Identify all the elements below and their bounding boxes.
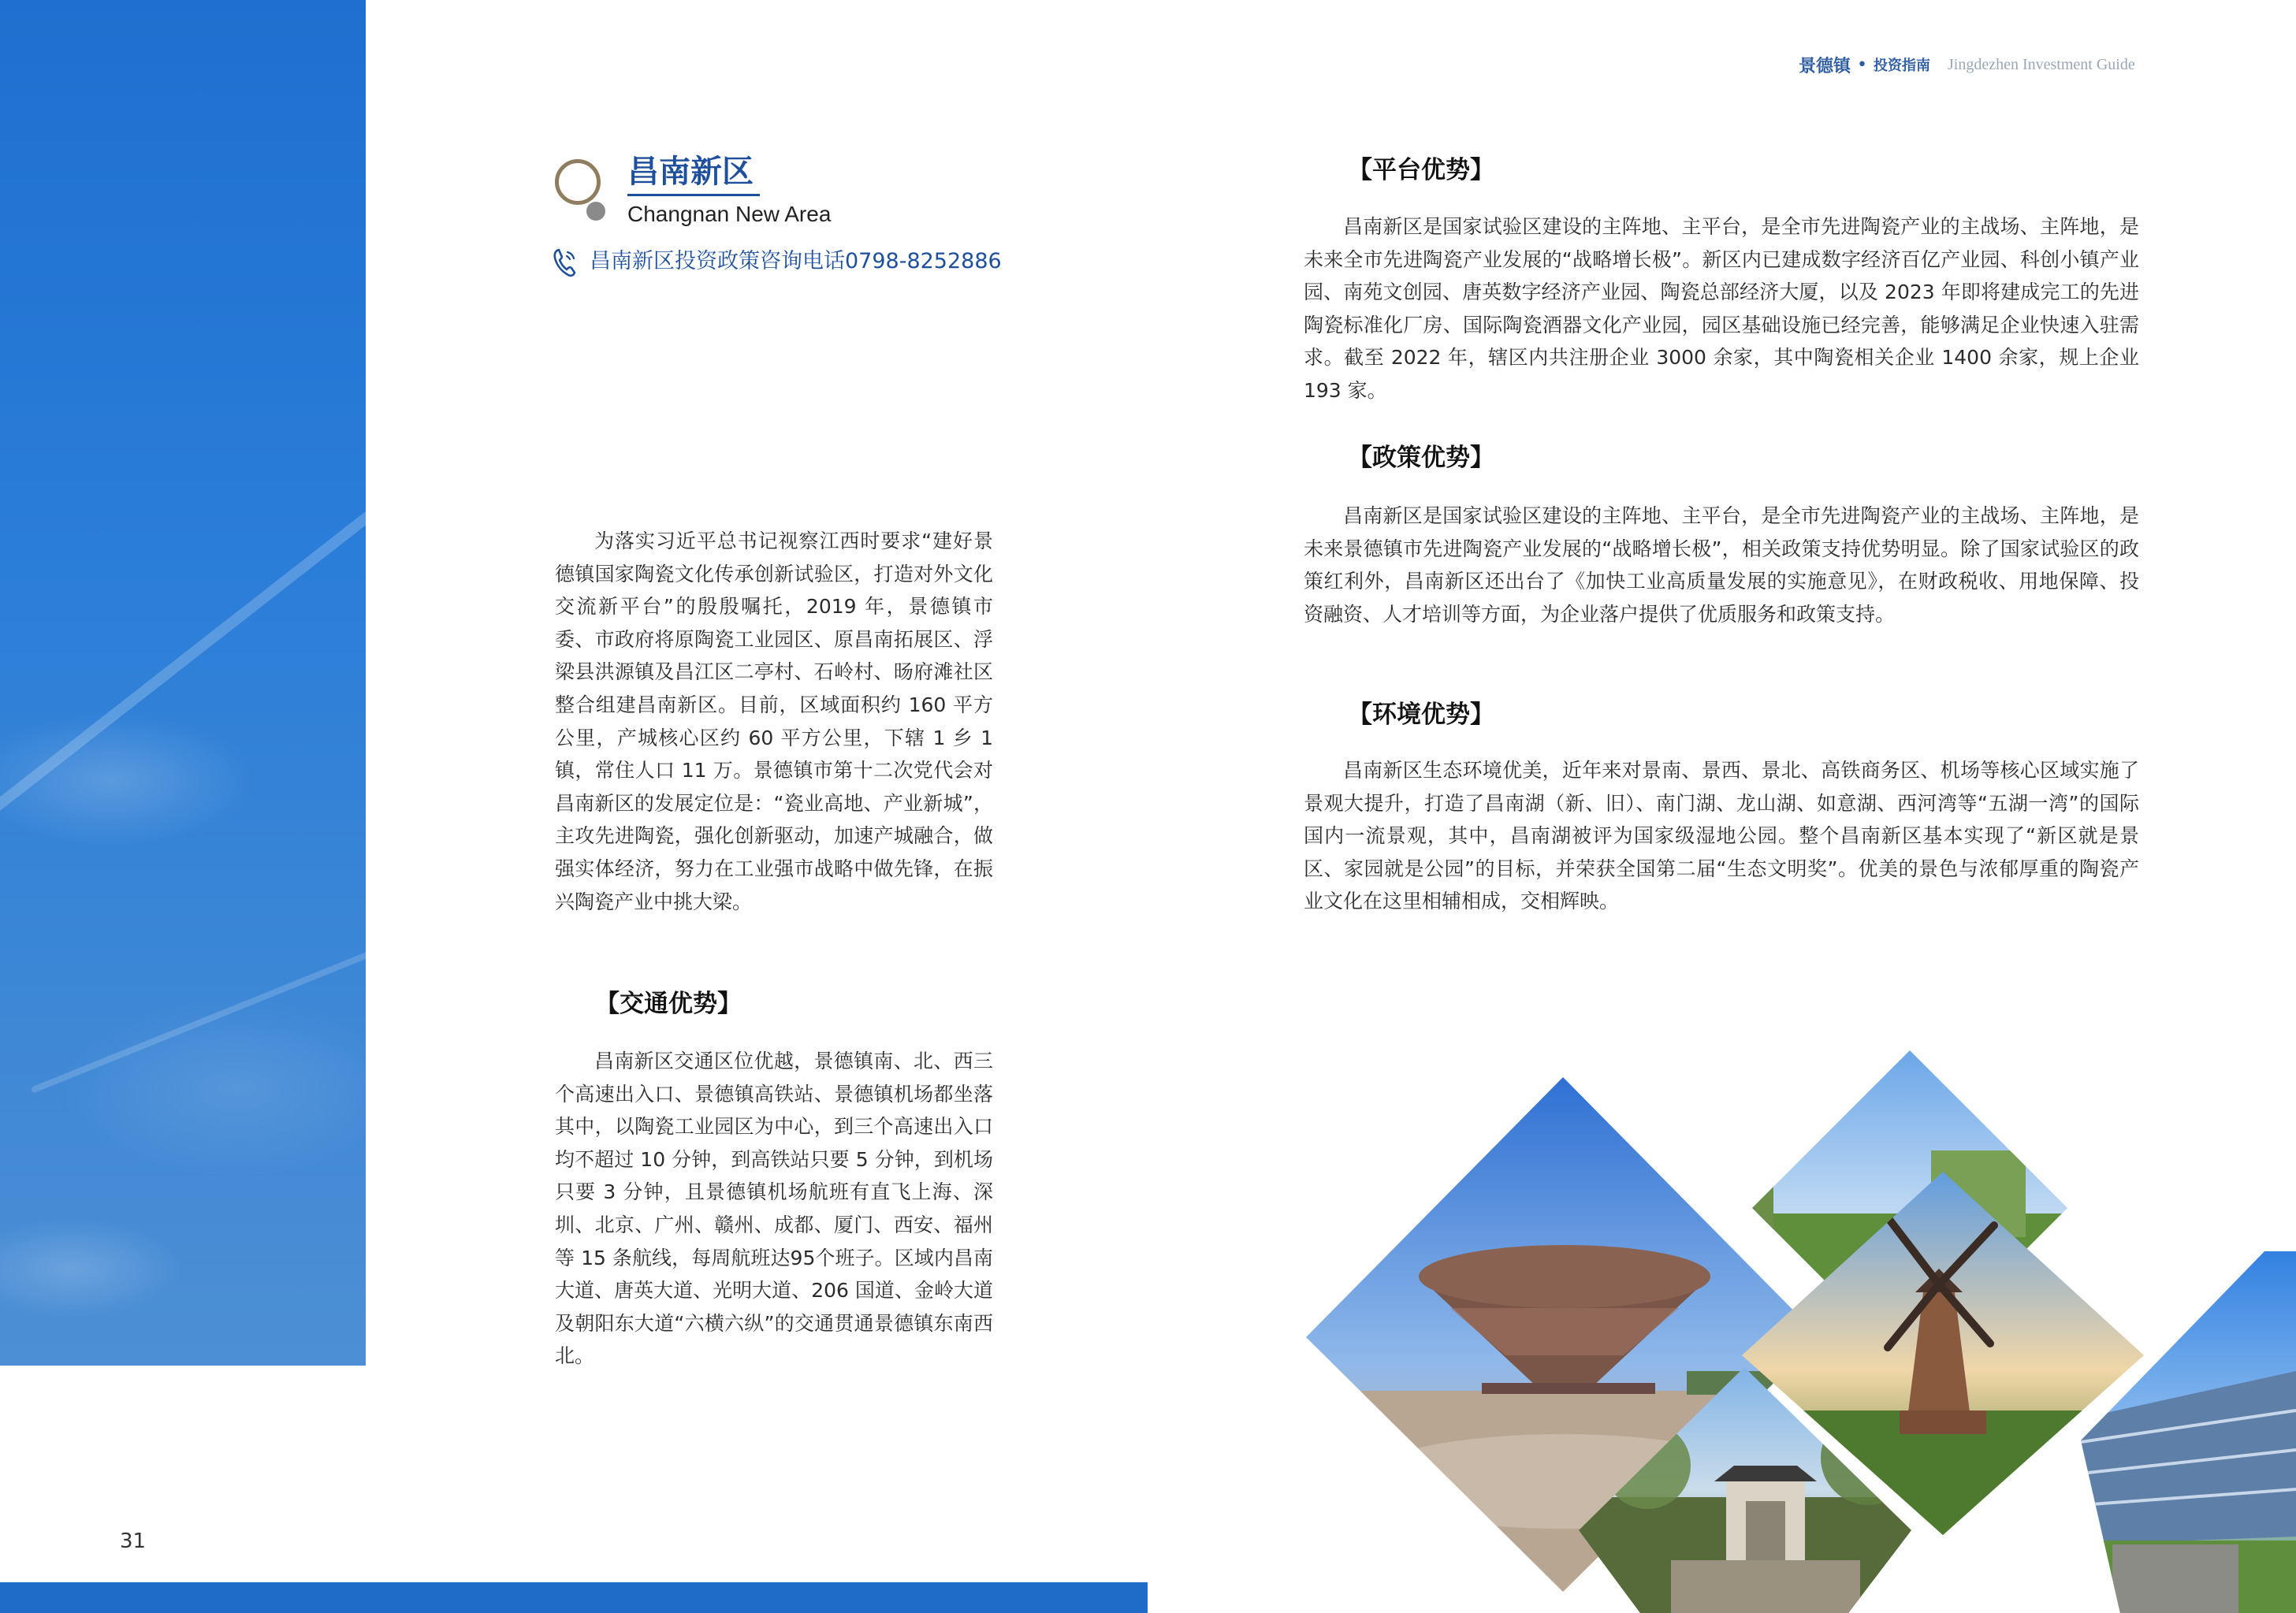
title-ring-icon — [555, 159, 601, 205]
photo-office-building — [2073, 1245, 2296, 1613]
header-subtitle: 投资指南 — [1874, 58, 1930, 74]
page-number: 31 — [120, 1529, 147, 1553]
intro-paragraph: 为落实习近平总书记视察江西时要求“建好景德镇国家陶瓷文化传承创新试验区，打造对外文化交流新平台”的殷殷嘱托，2019 年，景德镇市委、市政府将原陶瓷工业园区、原昌南拓展区、浮梁县洪源镇及昌江区二亭村、石岭村、旸府滩社区整合组建昌南新区。目前，区域面积约 160 平方公里，产城核心区约 60 平方公里，下辖 1 乡 1 镇，常住人口 11 万。景德镇市第十二次党代会对昌南新区的发展定位是：“瓷业高地、产业新城”，主攻先进陶瓷，强化创新驱动，加速产城融合，做强实体经济，努力在工业强市战略中做先锋，在振兴陶瓷产业中挑大梁。 — [555, 530, 993, 913]
running-header — [1799, 50, 2173, 79]
environment-paragraph: 昌南新区生态环境优美，近年来对景南、景西、景北、高铁商务区、机场等核心区域实施了景观大提升，打造了昌南湖（新、旧）、南门湖、龙山湖、如意湖、西河湾等“五湖一湾”的国际国内一流景观，其中，昌南湖被评为国家级湿地公园。整个昌南新区基本实现了“新区就是景区、家园就是公园”的目标，并荣获全国第二届“生态文明奖”。优美的景色与浓郁厚重的陶瓷产业文化在这里相辅相成，交相辉映。 — [1304, 759, 2139, 913]
phone-icon — [552, 247, 577, 277]
policy-paragraph: 昌南新区是国家试验区建设的主阵地、主平台，是全市先进陶瓷产业的主战场、主阵地，是未来景德镇市先进陶瓷产业发展的“战略增长极”，相关政策支持优势明显。除了国家试验区的政策红利外，昌南新区还出台了《加快工业高质量发展的实施意见》，在财政税收、用地保障、投资融资、人才培训等方面，为企业落户提供了优质服务和政策支持。 — [1304, 504, 2139, 626]
header-brand: 景德镇 — [1799, 55, 1851, 76]
cover-photo-panel — [0, 0, 366, 1366]
phone-hotline: 昌南新区投资政策咨询电话0798-8252886 — [590, 249, 1002, 273]
traffic-paragraph: 昌南新区交通区位优越，景德镇南、北、西三个高速出入口、景德镇高铁站、景德镇机场都坐落其中，以陶瓷工业园区为中心，到三个高速出入口均不超过 10 分钟，到高铁站只要 5 分钟，到机场只要 3 分钟，且景德镇机场航班有直飞上海、深圳、北京、广州、赣州、成都、厦门、西安、福州等 15 条航线，每周航班达95个班子。区域内昌南大道、唐英大道、光明大道、206 国道、金岭大道及朝阳东大道“六横六纵”的交通贯通景德镇东南西北。 — [555, 1050, 993, 1368]
header-english: Jingdezhen Investment Guide — [1948, 55, 2135, 73]
section-title: 昌南新区 — [627, 154, 754, 190]
header-separator: • — [1857, 54, 1867, 75]
policy-heading: 【政策优势】 — [1348, 444, 1494, 472]
photo-cone-building — [1301, 1072, 1829, 1600]
platform-paragraph: 昌南新区是国家试验区建设的主阵地、主平台，是全市先进陶瓷产业的主战场、主阵地，是未来全市先进陶瓷产业发展的“战略增长极”。新区内已建成数字经济百亿产业园、科创小镇产业园、南苑文创园、唐英数字经济产业园、陶瓷总部经济大厦，以及 2023 年即将建成完工的先进陶瓷标准化厂房、国际陶瓷酒器文化产业园，园区基础设施已经完善，能够满足企业快速入驻需求。截至 2022 年，辖区内共注册企业 3000 余家，其中陶瓷相关企业 1400 余家，规上企业 193 家。 — [1304, 215, 2139, 402]
title-underline — [627, 194, 760, 196]
title-dot-icon — [586, 202, 605, 221]
environment-heading: 【环境优势】 — [1348, 701, 1494, 729]
photo-park-path — [1739, 1048, 2073, 1371]
footer-bar — [0, 1582, 1148, 1613]
photo-pavilion — [1576, 1363, 1915, 1613]
photo-windmill — [1738, 1166, 2148, 1537]
photo-haze — [0, 441, 366, 1366]
section-title-english: Changnan New Area — [627, 202, 832, 226]
platform-heading: 【平台优势】 — [1348, 156, 1494, 184]
traffic-heading: 【交通优势】 — [595, 990, 742, 1018]
